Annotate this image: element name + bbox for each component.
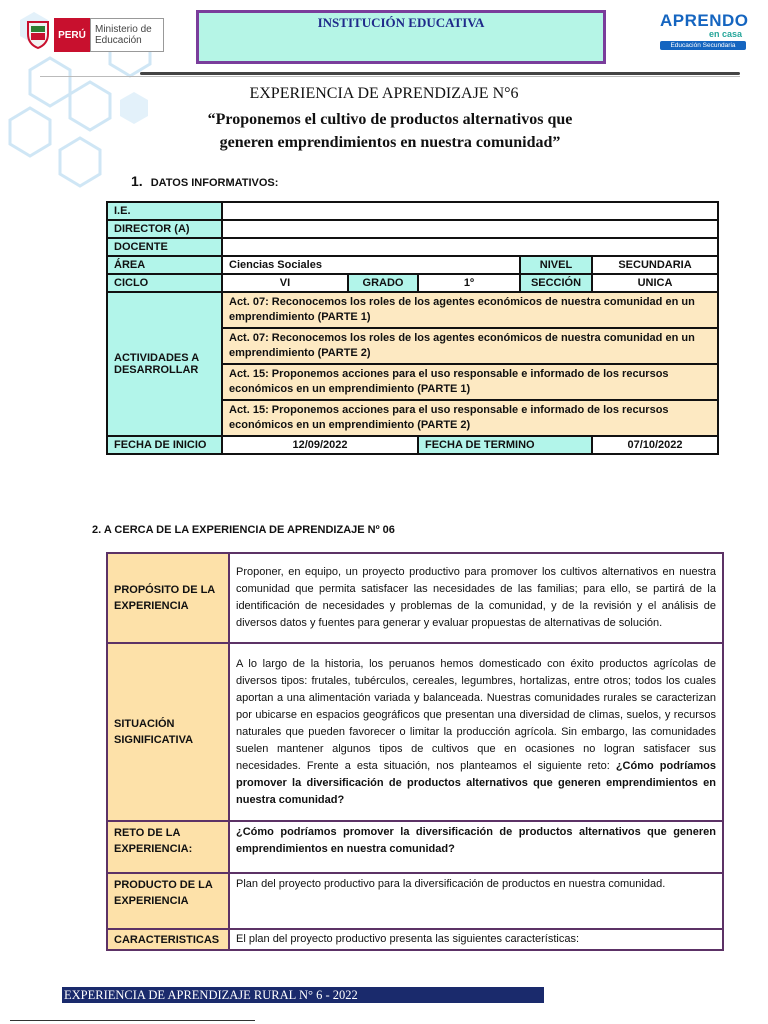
- situacion-label: SITUACIÓN SIGNIFICATIVA: [107, 643, 229, 821]
- activity-2: Act. 07: Reconocemos los roles de los agentes económicos de nuestra comunidad en un emprendimiento (PARTE 2): [222, 328, 718, 364]
- footer-line: [10, 1020, 255, 1021]
- section-1-title: DATOS INFORMATIVOS:: [150, 177, 279, 189]
- header-divider: [140, 72, 740, 75]
- experience-title-line2: generen emprendimientos en nuestra comunidad”: [219, 134, 561, 151]
- table-row: [107, 821, 723, 873]
- datos-informativos-table: [106, 201, 719, 455]
- table-row: [107, 238, 718, 256]
- actividades-label: ACTIVIDADES A DESARROLLAR: [107, 292, 222, 436]
- docente-label: DOCENTE: [107, 238, 222, 256]
- reto-label: RETO DE LA EXPERIENCIA:: [107, 821, 229, 873]
- peru-label: PERÚ: [54, 18, 90, 52]
- ciclo-label: CICLO: [107, 274, 222, 292]
- caracteristicas-label: CARACTERISTICAS: [107, 929, 229, 950]
- docente-value: [222, 238, 718, 256]
- seccion-value: UNICA: [592, 274, 718, 292]
- table-row: [107, 274, 718, 292]
- area-label: ÁREA: [107, 256, 222, 274]
- reto-text: ¿Cómo podríamos promover la diversificación de productos alternativos que generen emprendimientos en nuestra comunidad?: [229, 821, 723, 873]
- header-divider-thin: [40, 76, 740, 77]
- peru-ministry-logo: [26, 16, 164, 54]
- nivel-label: NIVEL: [520, 256, 592, 274]
- activity-3: Act. 15: Proponemos acciones para el uso responsable e informado de los recursos económicos en un emprendimiento (PARTE 1): [222, 364, 718, 400]
- experience-heading: EXPERIENCIA DE APRENDIZAJE N°6: [249, 85, 519, 102]
- section-1-number: 1.: [131, 173, 143, 189]
- experiencia-table: [106, 552, 724, 951]
- table-row: [107, 873, 723, 929]
- proposito-text: Proponer, en equipo, un proyecto productivo para promover los cultivos alternativos en nuestra comunidad que permita satisfacer las necesidades de las familias; para ello, se partirá de la identificación de necesidades y problemas de la comunidad, y de la revisión y el análisis de diversos datos y fuentes para generar y evaluar propuestas de alternativas de solución.: [229, 553, 723, 643]
- table-row: [107, 436, 718, 454]
- fecha-termino-value: 07/10/2022: [592, 436, 718, 454]
- ministry-label: Ministerio de Educación: [90, 18, 164, 52]
- grado-label: GRADO: [348, 274, 418, 292]
- proposito-label: PROPÓSITO DE LA EXPERIENCIA: [107, 553, 229, 643]
- en-casa-text: en casa: [708, 29, 742, 39]
- situacion-text: A lo largo de la historia, los peruanos hemos domesticado con éxito productos agrícolas de diversos tipos: frutales, tubérculos, cereales, legumbres, hortalizas, entre otros; todos los cuales aportan a una alimentación variada y balanceada. Nuestras comunidades rurales se caracterizan por ubicarse en espacios geográficos que presentan una diversidad de climas, suelos, y recursos naturales que pueden favorecer o limitar la producción agrícola. Sin embargo, las comunidades suelen mantener algunos tipos de cultivos que en ocasiones no logran satisfacer sus necesidades. Frente a esta situación, nos planteamos el siguiente reto:: [236, 657, 716, 772]
- table-row: [107, 292, 718, 328]
- table-row: [107, 256, 718, 274]
- peru-shield-icon: [26, 20, 50, 50]
- area-value: Ciencias Sociales: [222, 256, 520, 274]
- institution-title: INSTITUCIÓN EDUCATIVA: [317, 15, 485, 30]
- table-row: [107, 202, 718, 220]
- seccion-label: SECCIÓN: [520, 274, 592, 292]
- producto-text: Plan del proyecto productivo para la diversificación de productos en nuestra comunidad.: [229, 873, 723, 929]
- situacion-cell: [229, 643, 723, 821]
- ciclo-value: VI: [222, 274, 348, 292]
- table-row: [107, 220, 718, 238]
- educacion-secundaria-text: Educación Secundaria: [660, 41, 746, 50]
- ie-label: I.E.: [107, 202, 222, 220]
- director-label: DIRECTOR (A): [107, 220, 222, 238]
- director-value: [222, 220, 718, 238]
- section-2-heading: 2. A CERCA DE LA EXPERIENCIA DE APRENDIZAJE Nº 06: [92, 524, 395, 536]
- aprendo-en-casa-logo: [660, 11, 749, 50]
- situacion-reto-text: ¿Cómo podríamos promover la diversificación de productos alternativos que generen emprendimientos en nuestra comunidad?: [236, 759, 717, 806]
- activity-1: Act. 07: Reconocemos los roles de los agentes económicos de nuestra comunidad en un emprendimiento (PARTE 1): [222, 292, 718, 328]
- table-row: [107, 929, 723, 950]
- fecha-inicio-value: 12/09/2022: [222, 436, 418, 454]
- caracteristicas-text: El plan del proyecto productivo presenta las siguientes características:: [229, 929, 723, 950]
- producto-label: PRODUCTO DE LA EXPERIENCIA: [107, 873, 229, 929]
- table-row: [107, 553, 723, 643]
- fecha-inicio-label: FECHA DE INICIO: [107, 436, 222, 454]
- nivel-value: SECUNDARIA: [592, 256, 718, 274]
- institution-box: [196, 10, 606, 64]
- section-1-heading: [131, 173, 278, 189]
- experience-title: [140, 108, 640, 154]
- experience-title-line1: “Proponemos el cultivo de productos alternativos que: [207, 111, 573, 128]
- fecha-termino-label: FECHA DE TERMINO: [418, 436, 592, 454]
- activity-4: Act. 15: Proponemos acciones para el uso responsable e informado de los recursos económicos en un emprendimiento (PARTE 2): [222, 400, 718, 436]
- aprendo-text: APRENDO: [660, 11, 749, 30]
- footer-banner: EXPERIENCIA DE APRENDIZAJE RURAL N° 6 - 2022: [62, 987, 544, 1003]
- ie-value: [222, 202, 718, 220]
- table-row: [107, 643, 723, 821]
- grado-value: 1º: [418, 274, 520, 292]
